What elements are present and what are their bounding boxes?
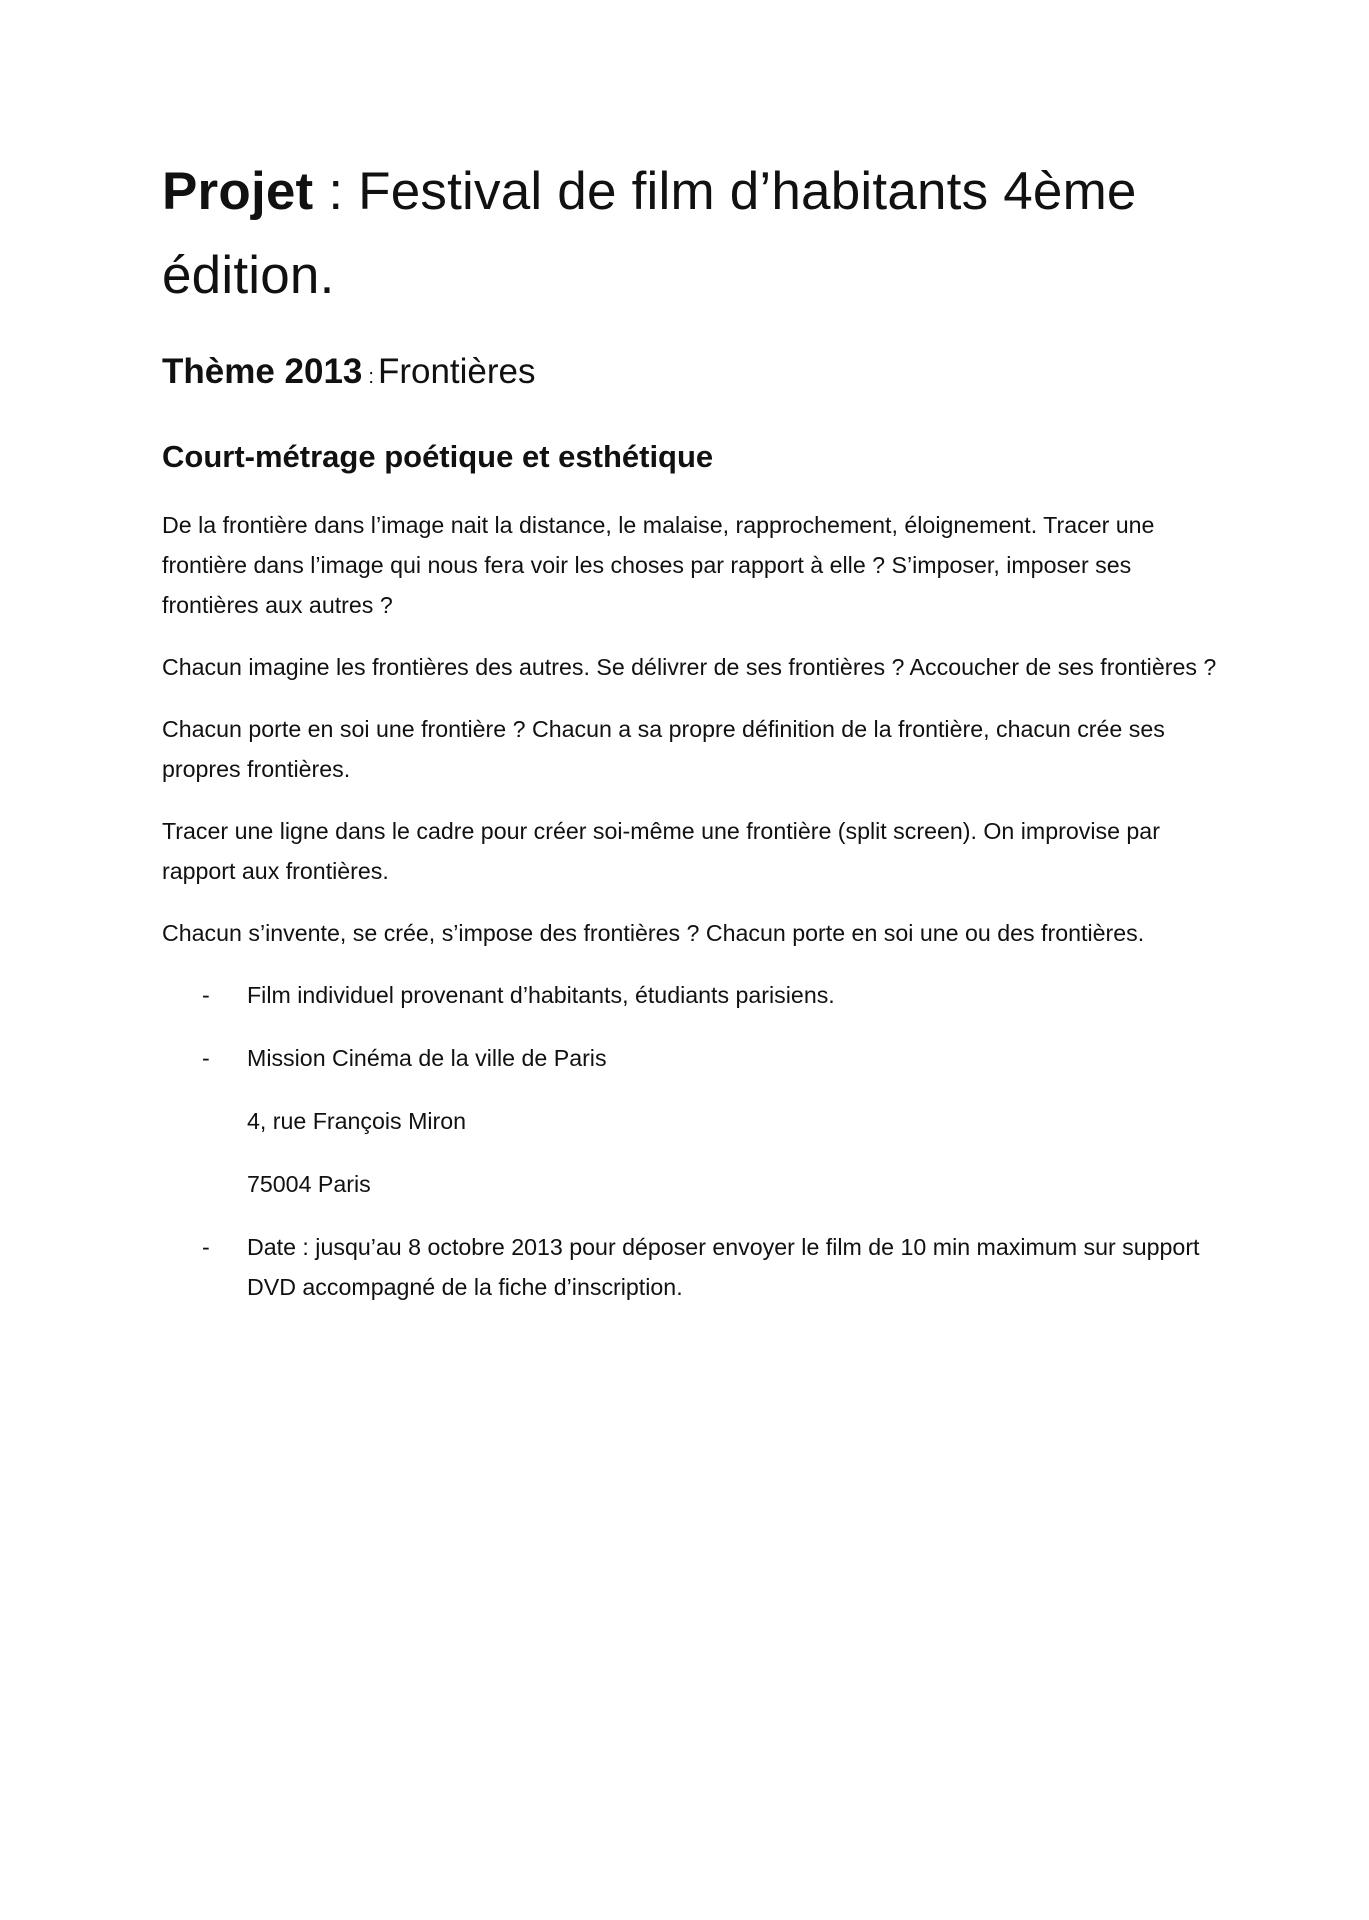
section-subtitle: Court-métrage poétique et esthétique [162, 439, 714, 474]
list-dash: - [202, 1234, 210, 1260]
address-city: 75004 Paris [247, 1171, 371, 1197]
list-item-address [162, 1038, 1222, 1204]
list-item-text: Date : jusqu’au 8 octobre 2013 pour déposer envoyer le film de 10 min maximum sur support DVD accompagné de la fiche d’inscription. [247, 1234, 1200, 1300]
theme-value: Frontières [377, 352, 536, 391]
theme-separator: : [368, 366, 374, 388]
paragraph-5: Chacun s’invente, se crée, s’impose des frontières ? Chacun porte en soi une ou des frontières. [162, 920, 1145, 946]
address-street: 4, rue François Miron [247, 1108, 467, 1134]
paragraph-2: Chacun imagine les frontières des autres. Se délivrer de ses frontières ? Accoucher de ses frontières ? [162, 654, 1217, 680]
paragraph-4: Tracer une ligne dans le cadre pour créer soi-même une frontière (split screen). On improvise par rapport aux frontières. [162, 818, 1160, 884]
list-dash: - [202, 982, 210, 1008]
paragraph-1: De la frontière dans l’image nait la distance, le malaise, rapprochement, éloignement. Tracer une frontière dans l’image qui nous fera voir les choses par rapport à elle ? S’imposer, imposer ses frontières aux autres ? [162, 512, 1155, 618]
list-item-participants [162, 975, 1222, 1015]
info-list [162, 975, 1222, 1307]
list-item-text: Film individuel provenant d’habitants, étudiants parisiens. [247, 982, 835, 1008]
page-title [162, 150, 1222, 318]
paragraph-3: Chacun porte en soi une frontière ? Chacun a sa propre définition de la frontière, chacun crée ses propres frontières. [162, 716, 1165, 782]
theme-label: Thème 2013 [162, 352, 363, 391]
document-content [162, 150, 1222, 1307]
list-item-text: Mission Cinéma de la ville de Paris [247, 1045, 607, 1071]
list-item-deadline [162, 1227, 1222, 1307]
list-dash: - [202, 1045, 210, 1071]
theme-heading [162, 348, 1222, 401]
title-text: : Festival de film d’habitants 4ème édition. [162, 162, 1137, 305]
title-label: Projet [162, 162, 314, 221]
